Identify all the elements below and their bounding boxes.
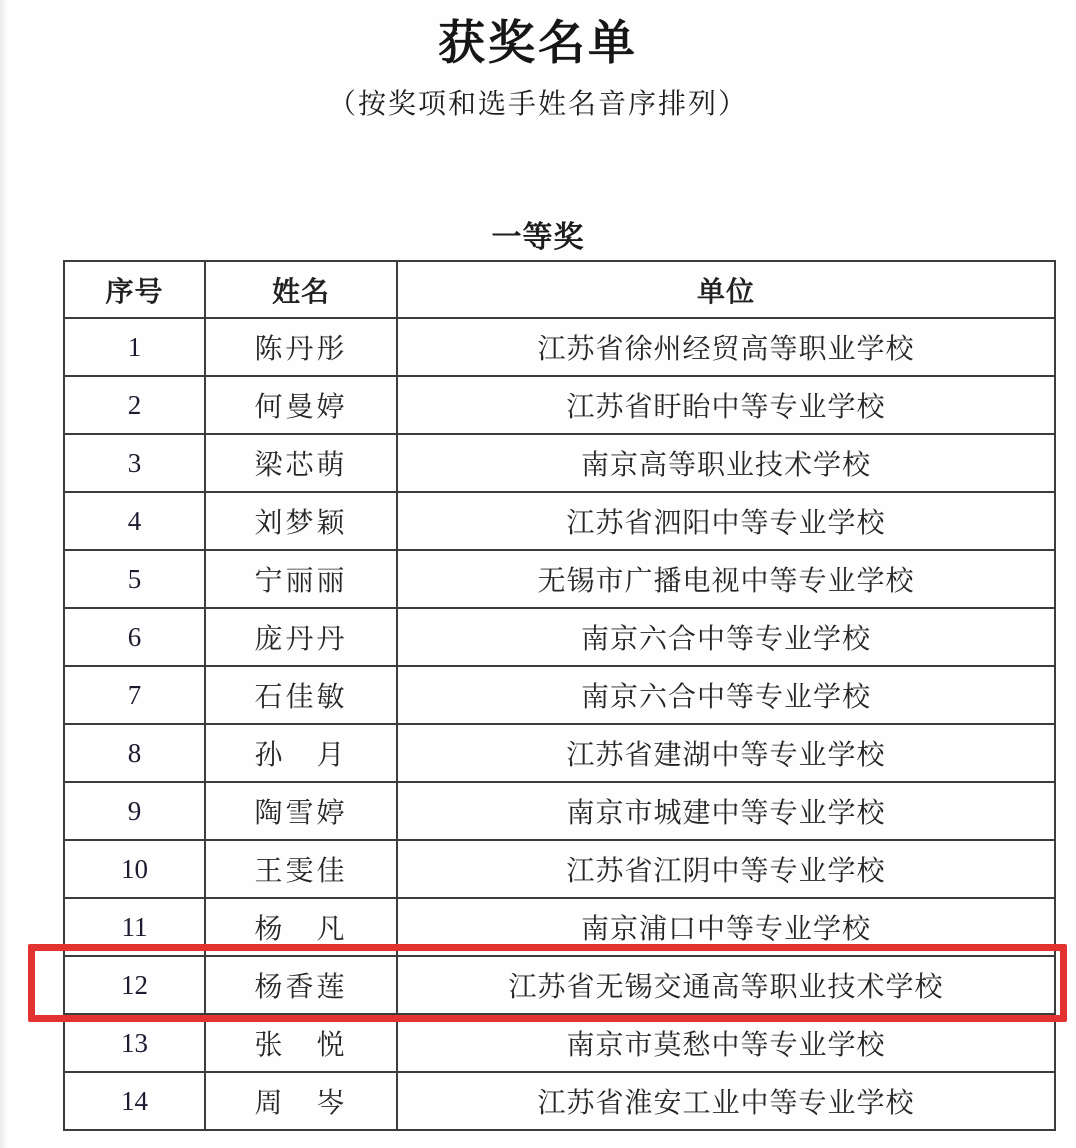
cell-winner-name: 杨 凡 bbox=[205, 898, 397, 956]
table-row-highlighted bbox=[64, 956, 1055, 1014]
table-row bbox=[64, 550, 1055, 608]
cell-serial-number: 7 bbox=[64, 666, 205, 724]
cell-serial-number: 2 bbox=[64, 376, 205, 434]
cell-winner-name: 王雯佳 bbox=[205, 840, 397, 898]
cell-winner-name: 石佳敏 bbox=[205, 666, 397, 724]
cell-school-unit: 江苏省淮安工业中等专业学校 bbox=[397, 1072, 1055, 1130]
cell-serial-number: 12 bbox=[64, 956, 205, 1014]
table-row bbox=[64, 840, 1055, 898]
cell-school-unit: 江苏省江阴中等专业学校 bbox=[397, 840, 1055, 898]
section-heading-first-prize: 一等奖 bbox=[491, 221, 585, 254]
table-row bbox=[64, 1072, 1055, 1130]
cell-school-unit: 江苏省泗阳中等专业学校 bbox=[397, 492, 1055, 550]
column-header-unit: 单位 bbox=[397, 261, 1055, 318]
cell-serial-number: 8 bbox=[64, 724, 205, 782]
column-header-no: 序号 bbox=[64, 261, 205, 318]
cell-school-unit: 江苏省徐州经贸高等职业学校 bbox=[397, 318, 1055, 376]
table-row bbox=[64, 318, 1055, 376]
cell-winner-name: 刘梦颖 bbox=[205, 492, 397, 550]
cell-winner-name: 何曼婷 bbox=[205, 376, 397, 434]
cell-serial-number: 10 bbox=[64, 840, 205, 898]
table-header-row bbox=[64, 261, 1055, 318]
cell-serial-number: 3 bbox=[64, 434, 205, 492]
cell-serial-number: 11 bbox=[64, 898, 205, 956]
table-row bbox=[64, 434, 1055, 492]
cell-winner-name: 张 悦 bbox=[205, 1014, 397, 1072]
page-title: 获奖名单 bbox=[438, 18, 638, 70]
table-row bbox=[64, 1014, 1055, 1072]
cell-school-unit: 江苏省建湖中等专业学校 bbox=[397, 724, 1055, 782]
table-row bbox=[64, 898, 1055, 956]
cell-school-unit: 南京市莫愁中等专业学校 bbox=[397, 1014, 1055, 1072]
page-subtitle: （按奖项和选手姓名音序排列） bbox=[327, 89, 748, 120]
cell-school-unit: 江苏省盱眙中等专业学校 bbox=[397, 376, 1055, 434]
cell-winner-name: 陈丹彤 bbox=[205, 318, 397, 376]
table-row bbox=[64, 376, 1055, 434]
cell-winner-name: 周 岑 bbox=[205, 1072, 397, 1130]
cell-serial-number: 5 bbox=[64, 550, 205, 608]
table-row bbox=[64, 608, 1055, 666]
cell-serial-number: 14 bbox=[64, 1072, 205, 1130]
table-row bbox=[64, 666, 1055, 724]
cell-winner-name: 梁芯萌 bbox=[205, 434, 397, 492]
award-table bbox=[63, 260, 1056, 1131]
column-header-name: 姓名 bbox=[205, 261, 397, 318]
cell-winner-name: 庞丹丹 bbox=[205, 608, 397, 666]
scan-edge-shadow bbox=[0, 0, 7, 1148]
cell-winner-name: 宁丽丽 bbox=[205, 550, 397, 608]
cell-school-unit: 南京六合中等专业学校 bbox=[397, 666, 1055, 724]
cell-serial-number: 1 bbox=[64, 318, 205, 376]
cell-school-unit: 江苏省无锡交通高等职业技术学校 bbox=[397, 956, 1055, 1014]
cell-winner-name: 杨香莲 bbox=[205, 956, 397, 1014]
table-row bbox=[64, 492, 1055, 550]
cell-serial-number: 9 bbox=[64, 782, 205, 840]
cell-school-unit: 南京高等职业技术学校 bbox=[397, 434, 1055, 492]
cell-winner-name: 陶雪婷 bbox=[205, 782, 397, 840]
table-row bbox=[64, 782, 1055, 840]
cell-school-unit: 南京市城建中等专业学校 bbox=[397, 782, 1055, 840]
cell-serial-number: 4 bbox=[64, 492, 205, 550]
cell-winner-name: 孙 月 bbox=[205, 724, 397, 782]
table-row bbox=[64, 724, 1055, 782]
cell-serial-number: 6 bbox=[64, 608, 205, 666]
cell-school-unit: 无锡市广播电视中等专业学校 bbox=[397, 550, 1055, 608]
cell-school-unit: 南京浦口中等专业学校 bbox=[397, 898, 1055, 956]
cell-serial-number: 13 bbox=[64, 1014, 205, 1072]
cell-school-unit: 南京六合中等专业学校 bbox=[397, 608, 1055, 666]
